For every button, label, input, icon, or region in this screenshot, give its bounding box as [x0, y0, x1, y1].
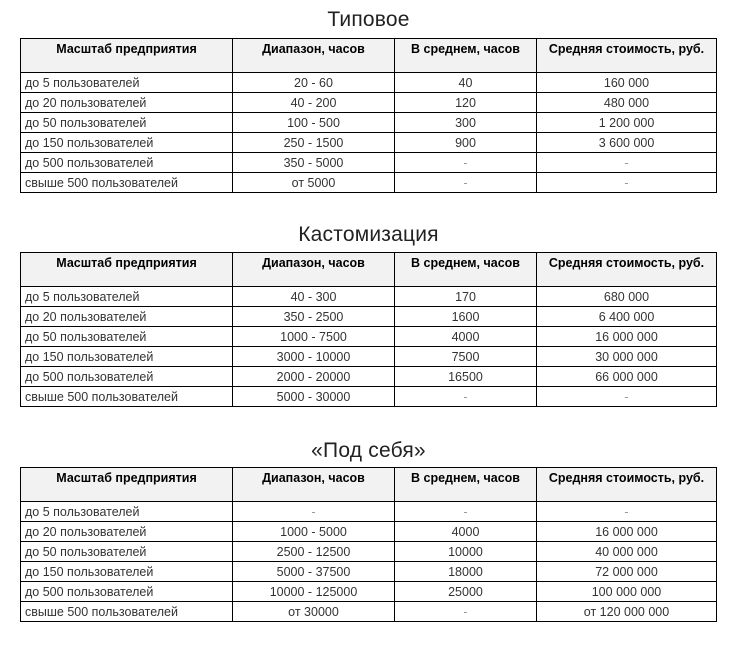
table-row — [21, 347, 717, 367]
cell-average: 300 — [395, 113, 537, 133]
cell-range: 350 - 2500 — [233, 307, 395, 327]
cell-cost: 16 000 000 — [537, 522, 717, 542]
table-header-row — [21, 468, 717, 502]
section-title: Типовое — [327, 8, 410, 31]
cell-scale: до 500 пользователей — [21, 367, 233, 387]
cell-average: 16500 — [395, 367, 537, 387]
cell-range: 2000 - 20000 — [233, 367, 395, 387]
cell-scale: до 150 пользователей — [21, 133, 233, 153]
cell-cost: 160 000 — [537, 73, 717, 93]
table-header-row — [21, 39, 717, 73]
table-row — [21, 113, 717, 133]
section-typical — [0, 7, 737, 33]
cell-cost: 16 000 000 — [537, 327, 717, 347]
cell-average: - — [395, 173, 537, 193]
cell-cost: 680 000 — [537, 287, 717, 307]
cell-cost: 30 000 000 — [537, 347, 717, 367]
cell-average: - — [395, 502, 537, 522]
cell-range: 3000 - 10000 — [233, 347, 395, 367]
table-row — [21, 327, 717, 347]
cell-average: 7500 — [395, 347, 537, 367]
table-row — [21, 542, 717, 562]
table-custom-built — [20, 467, 717, 622]
cell-cost: - — [537, 173, 717, 193]
cell-average: 170 — [395, 287, 537, 307]
header-scale: Масштаб предприятия — [21, 39, 233, 73]
section-title: «Под себя» — [311, 439, 426, 462]
table-row — [21, 173, 717, 193]
cell-scale: до 20 пользователей — [21, 307, 233, 327]
cell-scale: до 50 пользователей — [21, 542, 233, 562]
cell-scale: до 500 пользователей — [21, 582, 233, 602]
cell-cost: 40 000 000 — [537, 542, 717, 562]
table-row — [21, 502, 717, 522]
table-customization — [20, 252, 717, 407]
table-row — [21, 307, 717, 327]
cell-range: 10000 - 125000 — [233, 582, 395, 602]
header-scale: Масштаб предприятия — [21, 253, 233, 287]
table-row — [21, 602, 717, 622]
cell-scale: до 150 пользователей — [21, 562, 233, 582]
cell-scale: свыше 500 пользователей — [21, 387, 233, 407]
table-row — [21, 562, 717, 582]
cell-cost: 100 000 000 — [537, 582, 717, 602]
cell-range: от 5000 — [233, 173, 395, 193]
header-scale: Масштаб предприятия — [21, 468, 233, 502]
cell-range: 40 - 300 — [233, 287, 395, 307]
header-cost: Средняя стоимость, руб. — [537, 468, 717, 502]
cell-scale: до 5 пользователей — [21, 73, 233, 93]
cell-cost: 6 400 000 — [537, 307, 717, 327]
table-row — [21, 367, 717, 387]
table-row — [21, 522, 717, 542]
cell-scale: свыше 500 пользователей — [21, 602, 233, 622]
cell-average: 4000 — [395, 327, 537, 347]
cell-cost: 72 000 000 — [537, 562, 717, 582]
cell-average: 120 — [395, 93, 537, 113]
cell-range: 40 - 200 — [233, 93, 395, 113]
section-title: Кастомизация — [298, 223, 439, 246]
cell-average: 4000 — [395, 522, 537, 542]
cell-cost: - — [537, 387, 717, 407]
cell-scale: до 50 пользователей — [21, 327, 233, 347]
table-row — [21, 582, 717, 602]
cell-range: 1000 - 5000 — [233, 522, 395, 542]
cell-cost: 3 600 000 — [537, 133, 717, 153]
cell-average: - — [395, 387, 537, 407]
cell-scale: до 20 пользователей — [21, 522, 233, 542]
cell-cost: - — [537, 153, 717, 173]
header-range: Диапазон, часов — [233, 39, 395, 73]
cell-scale: до 50 пользователей — [21, 113, 233, 133]
header-average: В среднем, часов — [395, 39, 537, 73]
section-customization — [0, 222, 737, 248]
cell-cost: от 120 000 000 — [537, 602, 717, 622]
cell-range: 5000 - 37500 — [233, 562, 395, 582]
cell-average: 40 — [395, 73, 537, 93]
cell-range: 20 - 60 — [233, 73, 395, 93]
table-row — [21, 93, 717, 113]
cell-cost: - — [537, 502, 717, 522]
cell-average: 900 — [395, 133, 537, 153]
table-row — [21, 133, 717, 153]
header-cost: Средняя стоимость, руб. — [537, 253, 717, 287]
cell-range: 250 - 1500 — [233, 133, 395, 153]
cell-scale: свыше 500 пользователей — [21, 173, 233, 193]
cell-average: - — [395, 153, 537, 173]
cell-average: 25000 — [395, 582, 537, 602]
header-range: Диапазон, часов — [233, 468, 395, 502]
cell-scale: до 20 пользователей — [21, 93, 233, 113]
cell-scale: до 5 пользователей — [21, 502, 233, 522]
cell-average: 18000 — [395, 562, 537, 582]
cell-cost: 1 200 000 — [537, 113, 717, 133]
header-average: В среднем, часов — [395, 253, 537, 287]
header-average: В среднем, часов — [395, 468, 537, 502]
cell-cost: 480 000 — [537, 93, 717, 113]
cell-average: 10000 — [395, 542, 537, 562]
cell-range: 1000 - 7500 — [233, 327, 395, 347]
cell-range: 100 - 500 — [233, 113, 395, 133]
cell-scale: до 150 пользователей — [21, 347, 233, 367]
table-row — [21, 287, 717, 307]
table-row — [21, 387, 717, 407]
section-custom-built — [0, 438, 737, 464]
table-typical — [20, 38, 717, 193]
cell-range: от 30000 — [233, 602, 395, 622]
table-row — [21, 153, 717, 173]
table-header-row — [21, 253, 717, 287]
cell-range: 350 - 5000 — [233, 153, 395, 173]
cell-average: 1600 — [395, 307, 537, 327]
cell-scale: до 500 пользователей — [21, 153, 233, 173]
cell-average: - — [395, 602, 537, 622]
table-row — [21, 73, 717, 93]
cell-scale: до 5 пользователей — [21, 287, 233, 307]
cell-range: 5000 - 30000 — [233, 387, 395, 407]
header-cost: Средняя стоимость, руб. — [537, 39, 717, 73]
cell-range: - — [233, 502, 395, 522]
header-range: Диапазон, часов — [233, 253, 395, 287]
cell-range: 2500 - 12500 — [233, 542, 395, 562]
cell-cost: 66 000 000 — [537, 367, 717, 387]
